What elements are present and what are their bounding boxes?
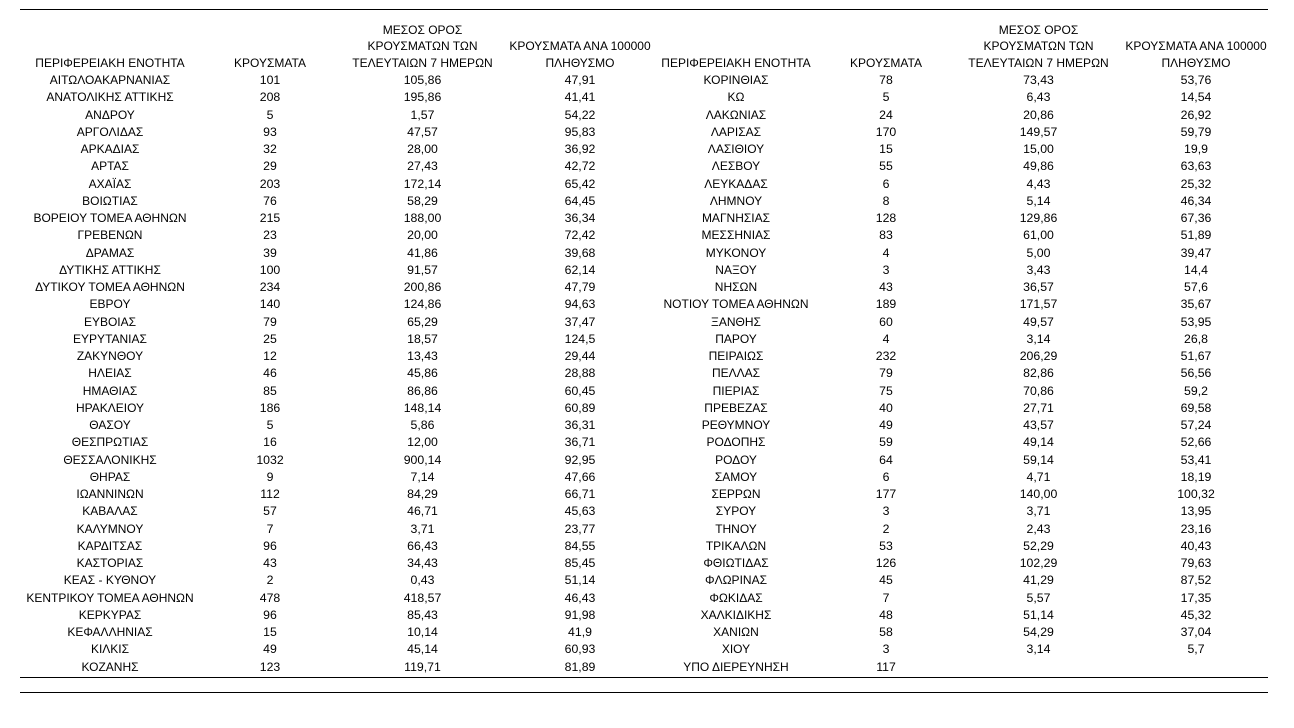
- cell-cases: 32: [263, 142, 277, 156]
- cell-cases: 57: [263, 504, 277, 519]
- cell-region: ΚΙΛΚΙΣ: [90, 642, 130, 657]
- cell-cases: 53: [879, 538, 893, 553]
- cell-cases-per-100k: 65,42: [564, 176, 596, 191]
- cell-region: ΚΕΦΑΛΛΗΝΙΑΣ: [67, 625, 153, 639]
- cell-region: ΖΑΚΥΝΘΟΥ: [76, 349, 144, 363]
- cell-region: ΝΗΣΩΝ: [714, 280, 758, 294]
- cell-cases: 177: [875, 487, 897, 501]
- cell-cases: 85: [263, 383, 277, 398]
- cell-avg-7-days: 149,57: [1019, 124, 1058, 139]
- cell-cases-per-100k: 14,4: [1184, 262, 1208, 277]
- cell-region: ΒΟΡΕΙΟΥ ΤΟΜΕΑ ΑΘΗΝΩΝ: [33, 211, 187, 225]
- cell-avg-7-days: 13,43: [407, 349, 438, 363]
- cell-cases: 25: [263, 331, 277, 346]
- cell-cases-per-100k: 29,44: [564, 349, 596, 363]
- cell-region: ΣΑΜΟΥ: [714, 469, 758, 484]
- cell-cases-per-100k: 57,24: [1180, 418, 1212, 432]
- cell-avg-7-days: 148,14: [403, 400, 442, 415]
- cell-cases-per-100k: 87,52: [1180, 573, 1212, 588]
- cell-avg-7-days: 54,29: [1023, 625, 1054, 639]
- header-cases: ΚΡΟΥΣΜΑΤΑ: [850, 55, 922, 70]
- cell-cases-per-100k: 64,45: [564, 193, 596, 208]
- cell-cases: 58: [879, 625, 893, 639]
- cell-region: ΠΑΡΟΥ: [715, 331, 757, 346]
- cell-region: ΠΕΙΡΑΙΩΣ: [708, 349, 764, 363]
- cell-cases-per-100k: 53,76: [1180, 73, 1212, 87]
- cell-cases: 6: [882, 469, 890, 484]
- cell-cases: 5: [882, 90, 890, 105]
- cell-cases: 83: [879, 228, 893, 243]
- cell-region: ΑΝΔΡΟΥ: [85, 107, 135, 122]
- cell-cases-per-100k: 26,8: [1184, 331, 1208, 346]
- cell-avg-7-days: 27,71: [1023, 400, 1054, 415]
- cell-region: ΦΛΩΡΙΝΑΣ: [705, 573, 767, 588]
- cell-cases-per-100k: 45,63: [564, 504, 596, 519]
- cell-avg-7-days: 172,14: [403, 176, 442, 191]
- cell-cases: 96: [263, 538, 277, 553]
- cell-avg-7-days: 49,14: [1023, 435, 1054, 450]
- cell-region: ΕΒΡΟΥ: [89, 297, 131, 312]
- cell-avg-7-days: 27,43: [407, 159, 438, 174]
- header-avg-7-days: ΜΕΣΟΣ ΟΡΟΣ ΚΡΟΥΣΜΑΤΩΝ ΤΩΝ ΤΕΛΕΥΤΑΙΩΝ 7 ΗΜΕΡΩΝ: [352, 22, 493, 70]
- cell-cases: 59: [879, 435, 893, 450]
- cell-region: ΛΕΣΒΟΥ: [711, 159, 761, 174]
- cell-region: ΧΙΟΥ: [721, 642, 751, 657]
- cell-cases: 15: [263, 625, 277, 639]
- cell-avg-7-days: 3,14: [1026, 642, 1051, 657]
- table-bottom-rule: [20, 677, 1268, 678]
- cell-avg-7-days: 7,14: [410, 469, 435, 484]
- cell-cases-per-100k: 25,32: [1180, 176, 1212, 191]
- cell-cases: 100: [259, 262, 281, 277]
- cell-region: ΚΕΡΚΥΡΑΣ: [78, 607, 142, 622]
- cell-avg-7-days: 105,86: [403, 73, 442, 87]
- cell-cases: 3: [882, 504, 890, 519]
- cell-region: ΦΘΙΩΤΙΔΑΣ: [703, 556, 769, 570]
- cell-cases: 7: [266, 521, 274, 536]
- cell-cases: 2: [266, 573, 274, 588]
- header-region: ΠΕΡΙΦΕΡΕΙΑΚΗ ΕΝΟΤΗΤΑ: [661, 55, 811, 70]
- cell-cases: 140: [259, 297, 281, 312]
- cell-avg-7-days: 15,00: [1023, 142, 1054, 156]
- cell-avg-7-days: 91,57: [407, 262, 438, 277]
- cell-cases-per-100k: 57,6: [1184, 280, 1208, 294]
- cell-cases-per-100k: 91,98: [564, 607, 596, 622]
- cell-avg-7-days: 3,71: [410, 521, 435, 536]
- cell-cases-per-100k: 36,71: [564, 435, 596, 450]
- cell-cases: 208: [259, 90, 281, 105]
- cell-avg-7-days: 43,57: [1023, 418, 1054, 432]
- cell-region: ΑΡΚΑΔΙΑΣ: [80, 142, 140, 156]
- cell-cases: 43: [263, 556, 277, 570]
- cell-avg-7-days: 3,14: [1026, 331, 1051, 346]
- cell-region: ΑΙΤΩΛΟΑΚΑΡΝΑΝΙΑΣ: [49, 73, 171, 87]
- cell-cases: 3: [882, 642, 890, 657]
- cell-cases: 49: [879, 418, 893, 432]
- cell-region: ΞΑΝΘΗΣ: [711, 314, 761, 329]
- header-cases: ΚΡΟΥΣΜΑΤΑ: [234, 55, 306, 70]
- cell-cases-per-100k: 46,34: [1180, 193, 1212, 208]
- cell-cases-per-100k: 23,77: [564, 521, 596, 536]
- cell-cases-per-100k: 26,92: [1180, 107, 1212, 122]
- cell-avg-7-days: 5,14: [1026, 193, 1051, 208]
- cell-avg-7-days: 119,71: [404, 659, 441, 674]
- cell-cases-per-100k: 37,04: [1180, 625, 1212, 639]
- cell-cases: 234: [259, 280, 281, 294]
- cell-cases-per-100k: 47,79: [564, 280, 596, 294]
- cell-avg-7-days: 86,86: [407, 383, 438, 398]
- cell-avg-7-days: 36,57: [1023, 280, 1054, 294]
- cell-avg-7-days: 10,14: [407, 625, 438, 639]
- cell-cases-per-100k: 54,22: [564, 107, 596, 122]
- cell-avg-7-days: 84,29: [407, 487, 438, 501]
- cell-cases: 2: [882, 521, 890, 536]
- cell-cases-per-100k: 85,45: [564, 556, 596, 570]
- cell-region: ΑΝΑΤΟΛΙΚΗΣ ΑΤΤΙΚΗΣ: [46, 90, 174, 105]
- cell-region: ΚΑΡΔΙΤΣΑΣ: [77, 538, 143, 553]
- cell-cases-per-100k: 47,66: [564, 469, 596, 484]
- cell-cases: 39: [263, 245, 277, 260]
- cell-region: ΝΑΞΟΥ: [715, 262, 757, 277]
- cell-cases-per-100k: 59,79: [1180, 124, 1212, 139]
- cell-cases: 126: [875, 556, 897, 570]
- cell-cases-per-100k: 56,56: [1180, 366, 1212, 381]
- cell-cases-per-100k: 36,34: [564, 211, 596, 225]
- cell-cases: 215: [259, 211, 281, 225]
- cell-avg-7-days: 124,86: [403, 297, 442, 312]
- cell-cases-per-100k: 28,88: [564, 366, 596, 381]
- header-region: ΠΕΡΙΦΕΡΕΙΑΚΗ ΕΝΟΤΗΤΑ: [35, 55, 185, 70]
- cell-cases: 101: [259, 73, 281, 87]
- cell-region: ΗΜΑΘΙΑΣ: [82, 383, 138, 398]
- cell-cases-per-100k: 79,63: [1180, 556, 1212, 570]
- cell-avg-7-days: 18,57: [407, 331, 438, 346]
- cell-avg-7-days: 129,86: [1019, 211, 1058, 225]
- cell-cases-per-100k: 95,83: [564, 124, 596, 139]
- cell-avg-7-days: 188,00: [403, 211, 442, 225]
- cell-region: ΦΩΚΙΔΑΣ: [709, 590, 763, 605]
- cell-cases: 3: [882, 262, 890, 277]
- cell-avg-7-days: 66,43: [407, 538, 438, 553]
- cell-region: ΛΕΥΚΑΔΑΣ: [704, 176, 768, 191]
- cell-avg-7-days: 1,57: [410, 107, 435, 122]
- cell-avg-7-days: 45,86: [407, 366, 438, 381]
- cell-avg-7-days: 82,86: [1023, 366, 1054, 381]
- cell-cases-per-100k: 63,63: [1180, 159, 1212, 174]
- cell-cases-per-100k: 39,47: [1180, 245, 1212, 260]
- cell-region: ΚΩ: [727, 90, 745, 105]
- cell-cases: 23: [263, 228, 277, 243]
- cell-cases-per-100k: 23,16: [1180, 521, 1212, 536]
- cell-cases-per-100k: 92,95: [564, 452, 596, 467]
- cell-avg-7-days: 418,57: [403, 590, 442, 605]
- cell-avg-7-days: 3,71: [1026, 504, 1051, 519]
- cell-region: ΠΡΕΒΕΖΑΣ: [704, 400, 768, 415]
- cell-region: ΕΥΒΟΙΑΣ: [83, 314, 137, 329]
- cell-region: ΛΗΜΝΟΥ: [709, 193, 763, 208]
- table-top-rule: [20, 9, 1268, 10]
- cell-cases: 75: [879, 383, 893, 398]
- cell-region: ΜΥΚΟΝΟΥ: [705, 245, 767, 260]
- cell-cases-per-100k: 53,41: [1180, 452, 1212, 467]
- cell-cases-per-100k: 35,67: [1180, 297, 1212, 312]
- cell-cases-per-100k: 36,31: [564, 418, 596, 432]
- cell-region: ΡΟΔΟΥ: [715, 452, 757, 467]
- cell-cases: 76: [263, 193, 277, 208]
- cell-region: ΚΟΡΙΝΘΙΑΣ: [703, 73, 769, 87]
- cell-cases: 43: [879, 280, 893, 294]
- cell-cases: 60: [879, 314, 893, 329]
- cell-avg-7-days: 12,00: [407, 435, 438, 450]
- cell-cases-per-100k: 52,66: [1180, 435, 1212, 450]
- cell-avg-7-days: 2,43: [1026, 521, 1051, 536]
- cell-region: ΑΡΤΑΣ: [91, 159, 129, 174]
- cell-region: ΑΧΑΪΑΣ: [88, 176, 132, 191]
- cell-avg-7-days: 195,86: [403, 90, 442, 105]
- cell-cases-per-100k: 66,71: [564, 487, 596, 501]
- cell-cases-per-100k: 13,95: [1180, 504, 1212, 519]
- cell-avg-7-days: 65,29: [407, 314, 438, 329]
- cell-cases-per-100k: 19,9: [1184, 142, 1208, 156]
- cell-avg-7-days: 5,57: [1026, 590, 1051, 605]
- cell-avg-7-days: 900,14: [403, 452, 442, 467]
- cell-cases: 29: [263, 159, 277, 174]
- cell-cases: 123: [259, 659, 281, 674]
- cell-cases-per-100k: 67,36: [1180, 211, 1212, 225]
- cell-cases: 78: [879, 73, 893, 87]
- cell-avg-7-days: 4,71: [1026, 469, 1051, 484]
- cell-cases: 16: [263, 435, 277, 450]
- cell-region: ΤΗΝΟΥ: [715, 521, 757, 536]
- cell-avg-7-days: 70,86: [1023, 383, 1054, 398]
- cell-avg-7-days: 102,29: [1019, 556, 1058, 570]
- cell-avg-7-days: 20,86: [1023, 107, 1054, 122]
- cell-region: ΛΑΣΙΘΙΟΥ: [707, 142, 765, 156]
- cell-avg-7-days: 46,71: [407, 504, 438, 519]
- cell-cases: 189: [875, 297, 897, 312]
- cell-avg-7-days: 6,43: [1026, 90, 1051, 105]
- cell-region: ΛΑΚΩΝΙΑΣ: [705, 107, 767, 122]
- cell-cases: 12: [263, 349, 277, 363]
- cell-avg-7-days: 49,57: [1023, 314, 1054, 329]
- cell-cases: 1032: [256, 452, 284, 467]
- cell-avg-7-days: 5,86: [410, 418, 435, 432]
- cell-region: ΧΑΛΚΙΔΙΚΗΣ: [700, 607, 772, 622]
- cell-cases-per-100k: 60,89: [564, 400, 596, 415]
- cell-avg-7-days: 5,00: [1026, 245, 1051, 260]
- cell-region: ΚΕΑΣ - ΚΥΘΝΟΥ: [63, 573, 157, 588]
- cell-cases: 112: [260, 487, 280, 501]
- cell-cases: 117: [876, 659, 896, 674]
- cell-cases-per-100k: 36,92: [564, 142, 596, 156]
- cell-cases: 93: [263, 124, 277, 139]
- cell-cases: 46: [263, 366, 277, 381]
- cell-cases: 6: [882, 176, 890, 191]
- cell-cases-per-100k: 47,91: [564, 73, 596, 87]
- cell-avg-7-days: 45,14: [407, 642, 438, 657]
- cell-avg-7-days: 171,57: [1019, 297, 1058, 312]
- cell-cases-per-100k: 14,54: [1180, 90, 1212, 105]
- cell-cases: 8: [882, 193, 890, 208]
- header-avg-7-days: ΜΕΣΟΣ ΟΡΟΣ ΚΡΟΥΣΜΑΤΩΝ ΤΩΝ ΤΕΛΕΥΤΑΙΩΝ 7 ΗΜΕΡΩΝ: [968, 22, 1109, 70]
- cell-region: ΔΥΤΙΚΟΥ ΤΟΜΕΑ ΑΘΗΝΩΝ: [35, 280, 185, 294]
- cell-cases: 170: [875, 124, 897, 139]
- cell-cases-per-100k: 100,32: [1177, 487, 1215, 501]
- cell-avg-7-days: 47,57: [407, 124, 438, 139]
- cell-cases-per-100k: 5,7: [1187, 642, 1205, 657]
- cell-cases: 49: [263, 642, 277, 657]
- cell-avg-7-days: 206,29: [1019, 349, 1058, 363]
- cell-region: ΘΕΣΣΑΛΟΝΙΚΗΣ: [63, 452, 157, 467]
- cell-cases: 45: [879, 573, 893, 588]
- cell-cases-per-100k: 94,63: [564, 297, 596, 312]
- cell-cases-per-100k: 51,14: [564, 573, 596, 588]
- cell-region: ΘΗΡΑΣ: [89, 469, 131, 484]
- cell-avg-7-days: 73,43: [1023, 73, 1054, 87]
- cell-cases-per-100k: 17,35: [1180, 590, 1212, 605]
- cell-cases-per-100k: 84,55: [564, 538, 596, 553]
- cell-region: ΓΡΕΒΕΝΩΝ: [77, 228, 143, 243]
- cell-avg-7-days: 28,00: [407, 142, 438, 156]
- cell-region: ΔΥΤΙΚΗΣ ΑΤΤΙΚΗΣ: [59, 262, 161, 277]
- cell-cases: 24: [879, 107, 893, 122]
- cell-avg-7-days: 41,86: [407, 245, 438, 260]
- cell-cases-per-100k: 18,19: [1180, 469, 1212, 484]
- cell-region: ΚΑΒΑΛΑΣ: [82, 504, 138, 519]
- cell-cases: 64: [879, 452, 893, 467]
- cell-cases: 232: [875, 349, 897, 363]
- cell-cases: 15: [879, 142, 893, 156]
- cell-cases-per-100k: 51,67: [1180, 349, 1212, 363]
- cell-cases: 203: [259, 176, 281, 191]
- cell-cases-per-100k: 69,58: [1180, 400, 1212, 415]
- cell-avg-7-days: 59,14: [1023, 452, 1054, 467]
- cell-avg-7-days: 85,43: [407, 607, 438, 622]
- cell-region: ΙΩΑΝΝΙΝΩΝ: [76, 487, 144, 501]
- cell-region: ΗΡΑΚΛΕΙΟΥ: [75, 400, 145, 415]
- cell-cases-per-100k: 40,43: [1180, 538, 1212, 553]
- cell-region: ΚΑΣΤΟΡΙΑΣ: [76, 556, 144, 570]
- cell-region: ΚΕΝΤΡΙΚΟΥ ΤΟΜΕΑ ΑΘΗΝΩΝ: [26, 590, 194, 605]
- cell-cases: 478: [259, 590, 281, 605]
- cell-avg-7-days: 58,29: [407, 193, 438, 208]
- cell-region: ΑΡΓΟΛΙΔΑΣ: [76, 124, 144, 139]
- cell-avg-7-days: 140,00: [1019, 487, 1058, 501]
- cell-region: ΝΟΤΙΟΥ ΤΟΜΕΑ ΑΘΗΝΩΝ: [663, 297, 809, 312]
- cell-region: ΠΕΛΛΑΣ: [711, 366, 761, 381]
- cell-region: ΛΑΡΙΣΑΣ: [710, 124, 762, 139]
- cell-cases-per-100k: 124,5: [564, 331, 596, 346]
- cell-region: ΤΡΙΚΑΛΩΝ: [705, 538, 767, 553]
- cell-cases-per-100k: 51,89: [1180, 228, 1212, 243]
- cell-avg-7-days: 52,29: [1023, 538, 1054, 553]
- cell-avg-7-days: 34,43: [407, 556, 438, 570]
- cell-cases: 5: [266, 107, 274, 122]
- cell-avg-7-days: 41,29: [1023, 573, 1054, 588]
- cell-region: ΡΟΔΟΠΗΣ: [706, 435, 766, 450]
- header-cases-per-100k: ΚΡΟΥΣΜΑΤΑ ΑΝΑ 100000 ΠΛΗΘΥΣΜΟ: [1125, 39, 1267, 70]
- cell-cases: 4: [882, 245, 890, 260]
- cell-avg-7-days: 51,14: [1023, 607, 1054, 622]
- cell-cases: 4: [882, 331, 890, 346]
- cell-region: ΘΑΣΟΥ: [89, 418, 131, 432]
- cell-cases-per-100k: 46,43: [564, 590, 596, 605]
- cell-cases-per-100k: 41,9: [568, 625, 592, 639]
- cell-region: ΡΕΘΥΜΝΟΥ: [701, 418, 771, 432]
- cell-avg-7-days: 4,43: [1026, 176, 1051, 191]
- cell-region: ΧΑΝΙΩΝ: [713, 625, 759, 639]
- cell-region: ΘΕΣΠΡΩΤΙΑΣ: [71, 435, 149, 450]
- cell-cases: 79: [263, 314, 277, 329]
- cell-region: ΠΙΕΡΙΑΣ: [712, 383, 760, 398]
- cell-avg-7-days: 3,43: [1026, 262, 1051, 277]
- cell-cases-per-100k: 45,32: [1180, 607, 1212, 622]
- cell-avg-7-days: 61,00: [1023, 228, 1054, 243]
- cell-cases-per-100k: 60,93: [564, 642, 596, 657]
- cell-cases-per-100k: 53,95: [1180, 314, 1212, 329]
- cell-region: ΕΥΡΥΤΑΝΙΑΣ: [73, 331, 147, 346]
- cell-cases-per-100k: 37,47: [564, 314, 596, 329]
- cell-region: ΣΥΡΟΥ: [715, 504, 757, 519]
- cell-region: ΣΕΡΡΩΝ: [711, 487, 761, 501]
- cell-cases: 186: [259, 400, 281, 415]
- cell-cases-per-100k: 42,72: [564, 159, 596, 174]
- cell-cases-per-100k: 39,68: [564, 245, 596, 260]
- cell-region: ΜΕΣΣΗΝΙΑΣ: [701, 228, 771, 243]
- cell-cases-per-100k: 72,42: [564, 228, 596, 243]
- footer-rule: [20, 692, 1268, 693]
- cell-cases-per-100k: 41,41: [564, 90, 596, 105]
- cell-avg-7-days: 20,00: [407, 228, 438, 243]
- cell-cases: 128: [875, 211, 897, 225]
- cell-region: ΔΡΑΜΑΣ: [85, 245, 135, 260]
- cell-cases: 48: [879, 607, 893, 622]
- cell-cases-per-100k: 60,45: [564, 383, 596, 398]
- cell-cases-per-100k: 81,89: [564, 659, 596, 674]
- cell-cases: 96: [263, 607, 277, 622]
- cell-region: ΚΟΖΑΝΗΣ: [81, 659, 139, 674]
- cell-cases: 55: [879, 159, 893, 174]
- cell-avg-7-days: 49,86: [1023, 159, 1054, 174]
- cell-cases: 5: [266, 418, 274, 432]
- cell-avg-7-days: 0,43: [410, 573, 435, 588]
- cell-region: ΥΠΟ ΔΙΕΡΕΥΝΗΣΗ: [683, 659, 789, 674]
- cell-cases: 40: [879, 400, 893, 415]
- cell-cases-per-100k: 59,2: [1184, 383, 1208, 398]
- cell-cases: 7: [882, 590, 890, 605]
- cell-region: ΜΑΓΝΗΣΙΑΣ: [701, 211, 771, 225]
- cell-region: ΒΟΙΩΤΙΑΣ: [82, 193, 138, 208]
- cell-region: ΗΛΕΙΑΣ: [88, 366, 132, 381]
- cell-cases-per-100k: 62,14: [564, 262, 596, 277]
- header-cases-per-100k: ΚΡΟΥΣΜΑΤΑ ΑΝΑ 100000 ΠΛΗΘΥΣΜΟ: [509, 39, 651, 70]
- cell-avg-7-days: 200,86: [403, 280, 442, 294]
- cell-cases: 9: [266, 469, 274, 484]
- cell-cases: 79: [879, 366, 893, 381]
- cell-region: ΚΑΛΥΜΝΟΥ: [76, 521, 144, 536]
